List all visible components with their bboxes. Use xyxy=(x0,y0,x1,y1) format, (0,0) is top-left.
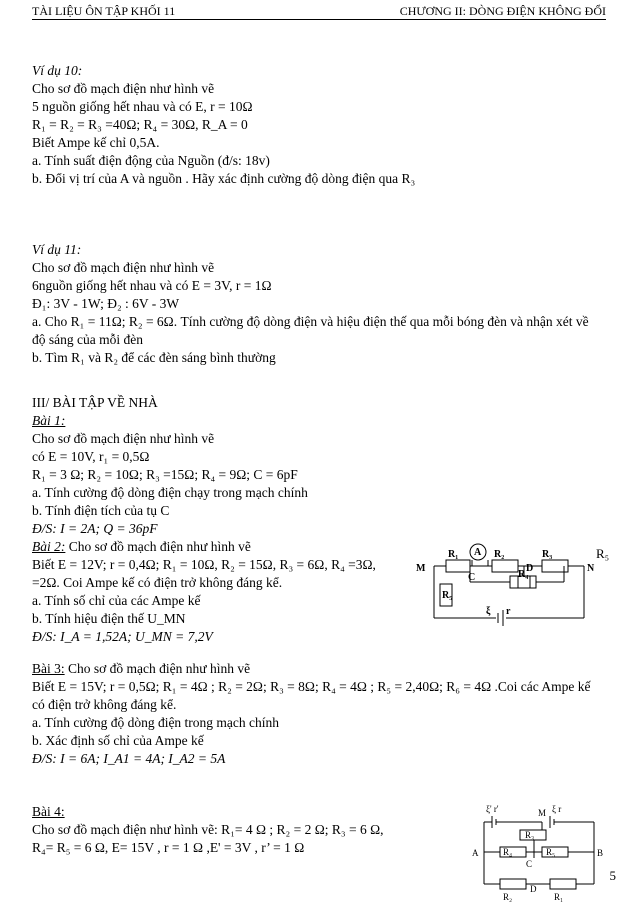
example-10-title: Ví dụ 10: xyxy=(32,63,83,78)
example-10-line: b. Đổi vị trí của A và nguồn . Hãy xác định cường độ dòng điện qua R₃ xyxy=(32,171,416,186)
bai-2-title: Bài 2: xyxy=(32,539,66,554)
r4-label: R₄ xyxy=(503,847,513,857)
example-11-line: a. Cho R₁ = 11Ω; R₂ = 6Ω. Tính cường độ dòng điện và hiệu điện thế qua mỗi bóng đèn và nhận xét về xyxy=(32,314,589,329)
bai-4-circuit-diagram xyxy=(470,800,610,903)
example-10-line: 5 nguồn giống hết nhau và có E, r = 10Ω xyxy=(32,99,253,114)
bai-2-answer: Đ/S: I_A = 1,52A; U_MN = 7,2V xyxy=(32,629,213,644)
bai-2-intro: Cho sơ đồ mạch điện như hình vẽ xyxy=(65,539,251,554)
example-11-line: b. Tìm R₁ và R₂ để các đèn sáng bình thường xyxy=(32,350,276,365)
r4-label: R₄ xyxy=(518,569,529,580)
example-10-line: R₁ = R₂ = R₃ =40Ω; R₄ = 30Ω, R_A = 0 xyxy=(32,117,248,132)
bai-4 xyxy=(32,803,384,857)
example-11 xyxy=(32,241,589,367)
ammeter-label: A xyxy=(474,547,482,558)
bai-4-title: Bài 4: xyxy=(32,804,65,819)
example-10 xyxy=(32,62,415,188)
bai-1-line: R₁ = 3 Ω; R₂ = 10Ω; R₃ =15Ω; R₄ = 9Ω; C = 6pF xyxy=(32,467,298,482)
bai-3-intro: Cho sơ đồ mạch điện như hình vẽ xyxy=(64,661,251,676)
r2-label: R₂ xyxy=(494,549,505,560)
bai-2-line: b. Tính hiệu điện thế U_MN xyxy=(32,611,186,626)
r1-label: R₁ xyxy=(554,892,564,902)
example-10-line: Cho sơ đồ mạch điện như hình vẽ xyxy=(32,81,215,96)
example-11-line: Cho sơ đồ mạch điện như hình vẽ xyxy=(32,260,215,275)
bai-1-title: Bài 1: xyxy=(32,413,66,428)
r5-label: R₅ xyxy=(546,847,556,857)
example-10-line: a. Tính suất điện động của Nguồn (đ/s: 18v) xyxy=(32,153,270,168)
bai-2-line: =2Ω. Coi Ampe kế có điện trở không đáng kể. xyxy=(32,575,283,590)
bai-3-line: có điện trở không đáng kể. xyxy=(32,697,177,712)
example-11-line: độ sáng của mỗi đèn xyxy=(32,332,143,347)
homework-section xyxy=(32,394,376,646)
example-10-line: Biết Ampe kế chỉ 0,5A. xyxy=(32,135,160,150)
r3-label: R₃ xyxy=(542,549,553,560)
node-n-label: N xyxy=(587,563,595,574)
node-m-label: M xyxy=(416,563,426,574)
bai-1-line: Cho sơ đồ mạch điện như hình vẽ xyxy=(32,431,215,446)
source-e-label: ξ r xyxy=(552,804,562,814)
bai-2-circuit-diagram xyxy=(414,536,604,628)
node-d-label: D xyxy=(526,563,534,574)
r5-diagram-label: R₅ xyxy=(442,590,453,601)
header-divider xyxy=(32,19,606,20)
bai-3-line: a. Tính cường độ dòng điện trong mạch chính xyxy=(32,715,280,730)
bai-1-line: có E = 10V, r₁ = 0,5Ω xyxy=(32,449,150,464)
source-e-label: ξ xyxy=(486,606,491,617)
page-header xyxy=(32,4,606,20)
r2-label: R₂ xyxy=(503,892,513,902)
example-11-line: 6nguồn giống hết nhau và có E = 3V, r = 1Ω xyxy=(32,278,272,293)
bai-3-line: Biết E = 15V; r = 0,5Ω; R₁ = 4Ω ; R₂ = 2Ω; R₃ = 8Ω; R₄ = 4Ω ; R₅ = 2,40Ω; R₆ = 4Ω .Coi các Ampe kế xyxy=(32,679,591,694)
header-right: CHƯƠNG II: DÒNG ĐIỆN KHÔNG ĐỔI xyxy=(399,4,606,18)
bai-3 xyxy=(32,660,591,768)
section-title: III/ BÀI TẬP VỀ NHÀ xyxy=(32,395,158,410)
node-b-label: B xyxy=(597,848,604,858)
source-r-label: r xyxy=(506,606,511,617)
r5-label: R₅ xyxy=(596,546,610,561)
node-c-label: C xyxy=(526,859,533,869)
bai-4-line: Cho sơ đồ mạch điện như hình vẽ: R₁= 4 Ω ; R₂ = 2 Ω; R₃ = 6 Ω, xyxy=(32,822,384,837)
page-number: 5 xyxy=(609,868,616,883)
bai-2-line: Biết E = 12V; r = 0,4Ω; R₁ = 10Ω, R₂ = 15Ω, R₃ = 6Ω, R₄ =3Ω, xyxy=(32,557,376,572)
bai-1-line: a. Tính cường độ dòng điện chạy trong mạch chính xyxy=(32,485,308,500)
node-d-label: D xyxy=(530,884,537,894)
bai-3-answer: Đ/S: I = 6A; I_A1 = 4A; I_A2 = 5A xyxy=(32,751,226,766)
example-11-title: Ví dụ 11: xyxy=(32,242,82,257)
node-m-label: M xyxy=(538,808,547,818)
r1-label: R₁ xyxy=(448,549,459,560)
bai-1-line: b. Tính điện tích của tụ C xyxy=(32,503,170,518)
header-left: TÀI LIỆU ÔN TẬP KHỐI 11 xyxy=(32,4,176,18)
bai-1-answer: Đ/S: I = 2A; Q = 36pF xyxy=(32,521,158,536)
bai-3-line: b. Xác định số chỉ của Ampe kế xyxy=(32,733,204,748)
node-a-label: A xyxy=(472,848,479,858)
example-11-line: Đ₁: 3V - 1W; Đ₂ : 6V - 3W xyxy=(32,296,180,311)
bai-2-line: a. Tính số chỉ của các Ampe kế xyxy=(32,593,201,608)
source-e-prime-label: ξ' r' xyxy=(486,804,499,814)
bai-3-title: Bài 3: xyxy=(32,661,65,676)
bai-4-line: R₄= R₅ = 6 Ω, E= 15V , r = 1 Ω ,E' = 3V , r’ = 1 Ω xyxy=(32,840,305,855)
r3-label: R₃ xyxy=(525,830,535,840)
node-c-label: C xyxy=(468,572,476,583)
